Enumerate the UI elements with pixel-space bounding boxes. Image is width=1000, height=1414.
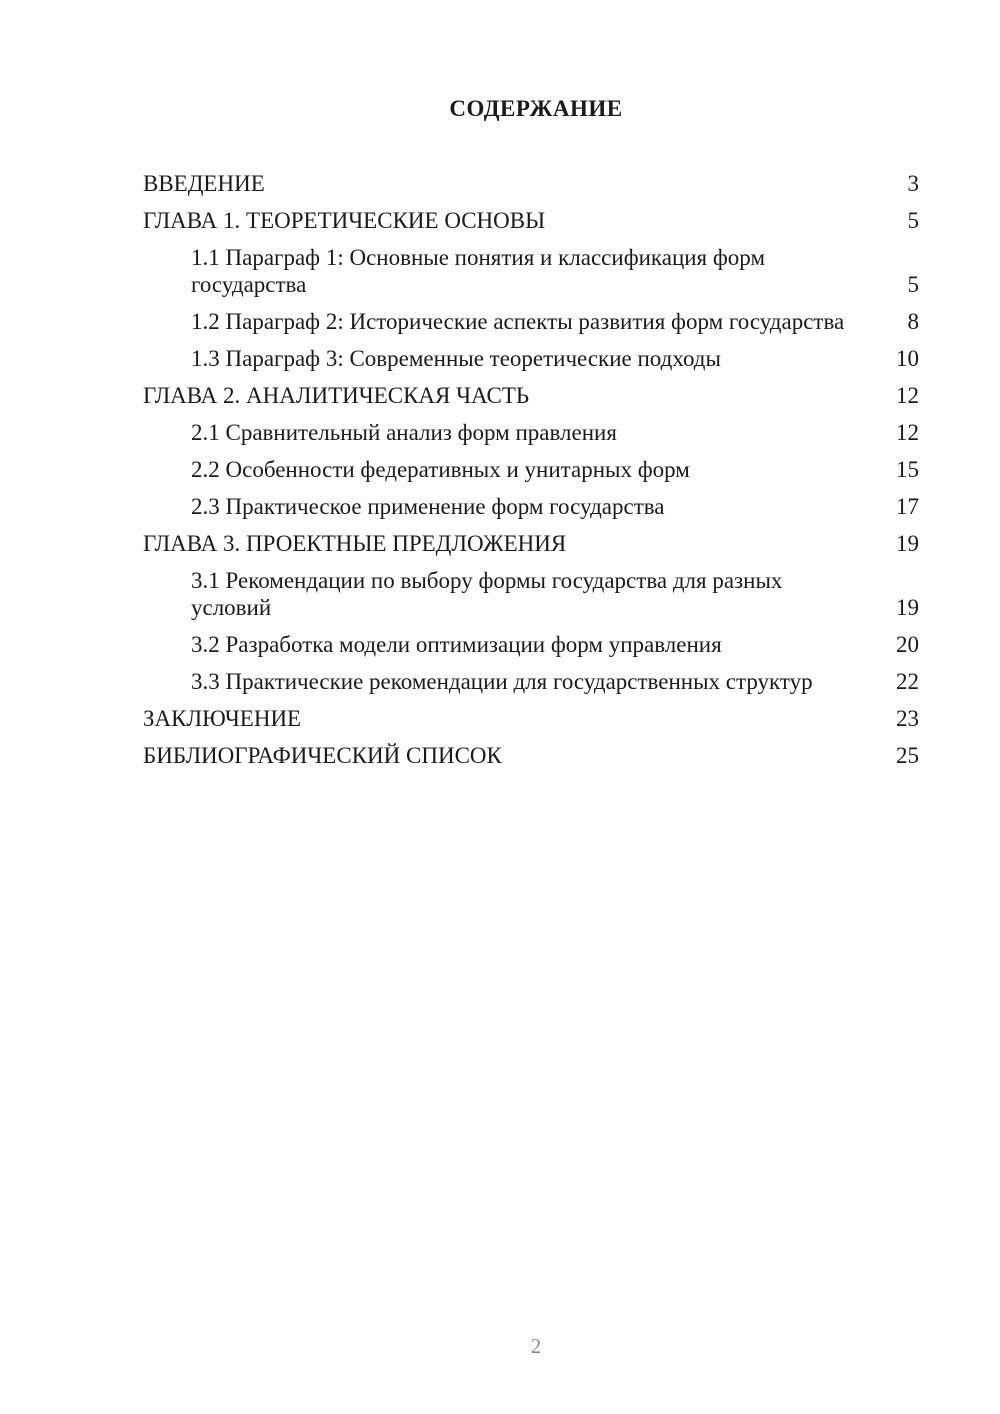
toc-entry-text: ВВЕДЕНИЕ	[143, 171, 265, 196]
toc-title: СОДЕРЖАНИЕ	[449, 96, 623, 121]
toc-entry-section-1-1[interactable]	[143, 244, 919, 298]
table-of-contents	[143, 170, 919, 779]
toc-entry-chapter-1[interactable]	[143, 207, 919, 234]
toc-entry-chapter-3[interactable]	[143, 530, 919, 557]
toc-entry-page: 12	[896, 383, 919, 408]
toc-entry-page: 20	[896, 632, 919, 657]
toc-entry-page: 5	[907, 272, 919, 297]
toc-entry-text: 2.3 Практическое применение форм государства	[191, 494, 665, 519]
toc-entry-page: 17	[896, 494, 919, 519]
toc-entry-section-3-2[interactable]	[143, 631, 919, 658]
toc-entry-text: ГЛАВА 1. ТЕОРЕТИЧЕСКИЕ ОСНОВЫ	[143, 208, 546, 233]
toc-entry-section-1-3[interactable]	[143, 345, 919, 372]
toc-entry-section-2-2[interactable]	[143, 456, 919, 483]
toc-entry-page: 5	[907, 208, 919, 233]
toc-entry-page: 8	[907, 309, 919, 334]
toc-entry-section-3-1[interactable]	[143, 567, 919, 621]
page-number: 2	[530, 1334, 542, 1358]
toc-entry-bibliography[interactable]	[143, 742, 919, 769]
toc-entry-text: 3.1 Рекомендации по выбору формы государства для разных условий	[191, 568, 783, 620]
toc-entry-page: 15	[896, 457, 919, 482]
toc-entry-section-3-3[interactable]	[143, 668, 919, 695]
toc-entry-page: 19	[896, 531, 919, 556]
toc-entry-text: 3.3 Практические рекомендации для государственных структур	[191, 669, 813, 694]
toc-entry-text: ЗАКЛЮЧЕНИЕ	[143, 706, 302, 731]
toc-entry-page: 12	[896, 420, 919, 445]
toc-entry-text: 1.2 Параграф 2: Исторические аспекты развития форм государства	[191, 309, 845, 334]
toc-entry-page: 10	[896, 346, 919, 371]
toc-entry-section-1-2[interactable]	[143, 308, 919, 335]
toc-entry-conclusion[interactable]	[143, 705, 919, 732]
toc-entry-page: 19	[896, 595, 919, 620]
toc-entry-text: ГЛАВА 3. ПРОЕКТНЫЕ ПРЕДЛОЖЕНИЯ	[143, 531, 567, 556]
toc-entry-section-2-1[interactable]	[143, 419, 919, 446]
toc-entry-chapter-2[interactable]	[143, 382, 919, 409]
toc-entry-page: 3	[907, 171, 919, 196]
toc-entry-page: 23	[896, 706, 919, 731]
toc-entry-text: ГЛАВА 2. АНАЛИТИЧЕСКАЯ ЧАСТЬ	[143, 383, 530, 408]
toc-entry-introduction[interactable]	[143, 170, 919, 197]
toc-entry-page: 25	[896, 743, 919, 768]
toc-entry-text: 3.2 Разработка модели оптимизации форм управления	[191, 632, 722, 657]
toc-entry-text: 2.2 Особенности федеративных и унитарных форм	[191, 457, 690, 482]
toc-entry-text: БИБЛИОГРАФИЧЕСКИЙ СПИСОК	[143, 743, 502, 768]
toc-entry-page: 22	[896, 669, 919, 694]
toc-entry-section-2-3[interactable]	[143, 493, 919, 520]
toc-entry-text: 2.1 Сравнительный анализ форм правления	[191, 420, 617, 445]
toc-entry-text: 1.1 Параграф 1: Основные понятия и классификация форм государства	[191, 245, 766, 297]
toc-entry-text: 1.3 Параграф 3: Современные теоретические подходы	[191, 346, 721, 371]
